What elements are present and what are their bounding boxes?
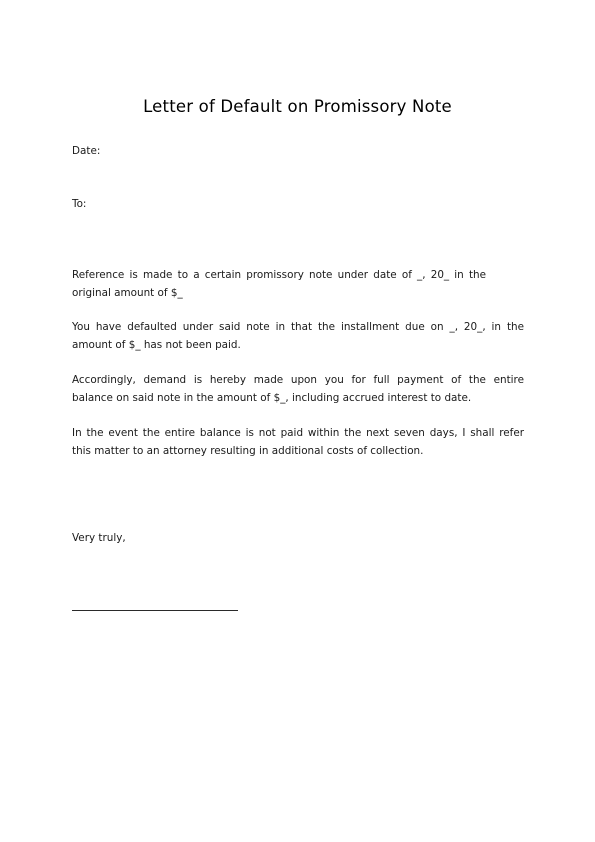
- document-title: Letter of Default on Promissory Note: [143, 97, 452, 116]
- paragraph-line: Reference is made to a certain promissory note under date of _, 20_ in the: [72, 269, 486, 281]
- date-label: Date:: [72, 145, 101, 157]
- reference-paragraph: [72, 266, 486, 302]
- default-paragraph: [72, 318, 524, 354]
- paragraph-line: balance on said note in the amount of $_, including accrued interest to date.: [72, 392, 472, 404]
- paragraph-line: In the event the entire balance is not paid within the next seven days, I shall refer: [72, 427, 524, 439]
- attorney-paragraph: [72, 424, 524, 460]
- paragraph-line: You have defaulted under said note in that the installment due on _, 20_, in the: [72, 321, 524, 333]
- closing-salutation: Very truly,: [72, 532, 126, 544]
- demand-paragraph: [72, 371, 524, 407]
- paragraph-line: this matter to an attorney resulting in additional costs of collection.: [72, 445, 424, 457]
- recipient-label: To:: [72, 198, 87, 210]
- signature-line: [72, 610, 238, 611]
- paragraph-line: Accordingly, demand is hereby made upon you for full payment of the entire: [72, 374, 524, 386]
- paragraph-line: amount of $_ has not been paid.: [72, 339, 241, 351]
- paragraph-line: original amount of $_: [72, 287, 183, 299]
